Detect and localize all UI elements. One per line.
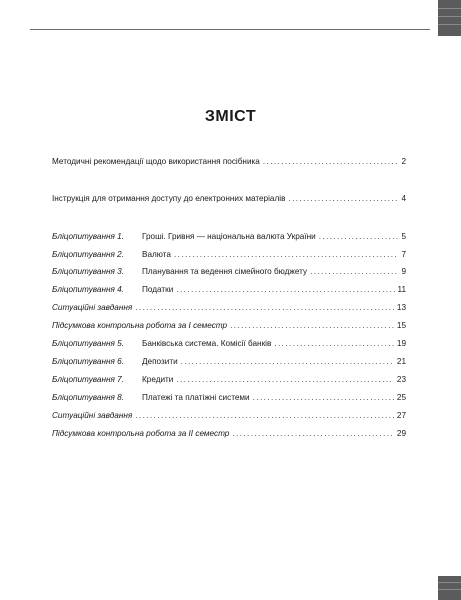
toc-entry-label: Ситуаційні завдання bbox=[52, 411, 133, 420]
toc-entry[interactable] bbox=[52, 320, 406, 332]
toc-entry[interactable] bbox=[52, 428, 406, 440]
toc-entry-label: Бліцопитування 2. bbox=[52, 250, 124, 259]
toc-entry[interactable] bbox=[52, 266, 406, 278]
toc-leader-dots bbox=[253, 392, 394, 404]
toc-entry-label: Ситуаційні завдання bbox=[52, 303, 133, 312]
toc-leader-dots bbox=[181, 356, 394, 368]
toc-entry-label: Бліцопитування 8. bbox=[52, 393, 124, 402]
header-rule bbox=[30, 29, 430, 30]
toc-entry-label: Бліцопитування 7. bbox=[52, 375, 124, 384]
toc-leader-dots bbox=[232, 428, 394, 440]
toc-entry-title: Кредити bbox=[142, 375, 174, 384]
toc-page-number: 19 bbox=[396, 339, 406, 348]
toc-entry[interactable] bbox=[52, 338, 406, 350]
toc-entry[interactable] bbox=[52, 156, 406, 168]
toc-page-number: 21 bbox=[396, 357, 406, 366]
toc-entry-label: Підсумкова контрольна робота за II семестр bbox=[52, 429, 230, 438]
toc-page-number: 25 bbox=[396, 393, 406, 402]
toc-leader-dots bbox=[176, 284, 394, 296]
page-corner-tab-top bbox=[438, 0, 461, 36]
toc-entry[interactable] bbox=[52, 249, 406, 261]
toc-entry-title: Інструкція для отримання доступу до електронних матеріалів bbox=[52, 194, 286, 203]
toc-entry-title: Податки bbox=[142, 285, 174, 294]
toc-entry[interactable] bbox=[52, 231, 406, 243]
toc-entry-label: Бліцопитування 3. bbox=[52, 267, 124, 276]
toc-entry-title: Методичні рекомендації щодо використання посібника bbox=[52, 157, 260, 166]
toc-entry[interactable] bbox=[52, 392, 406, 404]
toc-leader-dots bbox=[263, 156, 399, 168]
toc-entry[interactable] bbox=[52, 410, 406, 422]
toc-entry-label: Бліцопитування 1. bbox=[52, 232, 124, 241]
toc-leader-dots bbox=[176, 374, 394, 386]
toc-entry[interactable] bbox=[52, 356, 406, 368]
toc-page-number: 4 bbox=[401, 194, 406, 203]
toc-entry-title: Банківська система. Комісії банків bbox=[142, 339, 272, 348]
toc-entry-label: Бліцопитування 5. bbox=[52, 339, 124, 348]
toc-page-number: 11 bbox=[397, 285, 406, 294]
toc-page-number: 15 bbox=[396, 321, 406, 330]
toc-entry-title: Валюта bbox=[142, 250, 171, 259]
toc-page-number: 7 bbox=[401, 250, 406, 259]
toc-page-number: 29 bbox=[396, 429, 406, 438]
toc-leader-dots bbox=[288, 193, 398, 205]
toc-page-number: 13 bbox=[396, 303, 406, 312]
toc-entry-label: Бліцопитування 6. bbox=[52, 357, 124, 366]
page-title: ЗМІСТ bbox=[204, 108, 257, 125]
toc-entry-title: Гроші. Гривня — національна валюта України bbox=[142, 232, 316, 241]
toc-leader-dots bbox=[135, 302, 394, 314]
toc-entry-title: Депозити bbox=[142, 357, 178, 366]
toc-entry-label: Бліцопитування 4. bbox=[52, 285, 124, 294]
toc-page-number: 23 bbox=[396, 375, 406, 384]
toc-page-number: 5 bbox=[401, 232, 406, 241]
toc-leader-dots bbox=[230, 320, 394, 332]
toc-leader-dots bbox=[174, 249, 398, 261]
toc-page-number: 2 bbox=[401, 157, 406, 166]
toc-page-number: 27 bbox=[396, 411, 406, 420]
toc-leader-dots bbox=[135, 410, 394, 422]
toc-entry[interactable] bbox=[52, 193, 406, 205]
page-corner-tab-bottom bbox=[438, 576, 461, 600]
toc-entry-title: Платежі та платіжні системи bbox=[142, 393, 250, 402]
toc-leader-dots bbox=[310, 266, 398, 278]
toc-entry-title: Планування та ведення сімейного бюджету bbox=[142, 267, 308, 276]
toc-leader-dots bbox=[319, 231, 399, 243]
toc-entry[interactable] bbox=[52, 284, 406, 296]
toc-page-number: 9 bbox=[401, 267, 406, 276]
toc-entry-label: Підсумкова контрольна робота за I семестр bbox=[52, 321, 228, 330]
toc-leader-dots bbox=[274, 338, 394, 350]
toc-entry[interactable] bbox=[52, 374, 406, 386]
toc-entry[interactable] bbox=[52, 302, 406, 314]
